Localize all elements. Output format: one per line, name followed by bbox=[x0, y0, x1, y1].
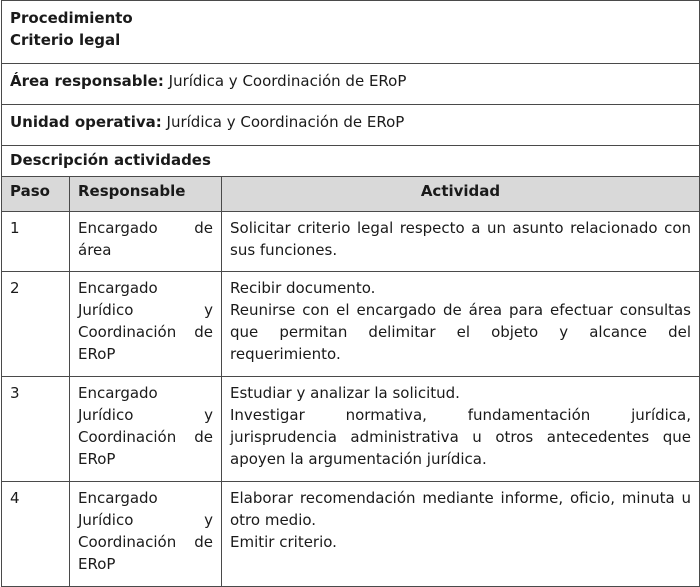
responsible-cell: Encargado de área bbox=[70, 212, 222, 272]
column-header-actividad: Actividad bbox=[222, 177, 700, 212]
procedure-title-row bbox=[2, 1, 700, 64]
table-row bbox=[2, 272, 700, 377]
activity-line: Solicitar criterio legal respecto a un asunto relacionado con sus funciones. bbox=[230, 219, 692, 259]
unit-value: Jurídica y Coordinación de ERoP bbox=[166, 113, 405, 131]
activity-cell bbox=[222, 482, 700, 587]
description-label: Descripción actividades bbox=[2, 146, 700, 177]
activity-cell bbox=[222, 212, 700, 272]
table-row bbox=[2, 377, 700, 482]
column-header-responsable: Responsable bbox=[70, 177, 222, 212]
table-row bbox=[2, 212, 700, 272]
activity-line: Estudiar y analizar la solicitud. bbox=[230, 384, 460, 402]
activity-line: Elaborar recomendación mediante informe, oficio, minuta u otro medio. bbox=[230, 489, 692, 529]
activity-line: Recibir documento. bbox=[230, 279, 376, 297]
step-number: 4 bbox=[2, 482, 70, 587]
activity-line: Reunirse con el encargado de área para efectuar consultas que permitan delimitar el objeto y alcance del requerimiento. bbox=[230, 301, 692, 363]
procedure-label: Procedimiento bbox=[10, 9, 133, 27]
unit-row bbox=[2, 105, 700, 146]
procedure-table bbox=[1, 0, 700, 587]
column-header-paso: Paso bbox=[2, 177, 70, 212]
procedure-name: Criterio legal bbox=[10, 31, 121, 49]
table-row bbox=[2, 482, 700, 587]
description-row bbox=[2, 146, 700, 177]
responsible-cell: Encargado Jurídico y Coordinación de ERoP bbox=[70, 482, 222, 587]
activity-cell bbox=[222, 377, 700, 482]
step-number: 3 bbox=[2, 377, 70, 482]
area-row bbox=[2, 64, 700, 105]
activity-line: Investigar normativa, fundamentación jurídica, jurisprudencia administrativa u otros antecedentes que apoyen la argumentación jurídica. bbox=[230, 406, 692, 468]
responsible-cell: Encargado Jurídico y Coordinación de ERoP bbox=[70, 272, 222, 377]
unit-label: Unidad operativa: bbox=[10, 113, 162, 131]
area-label: Área responsable: bbox=[10, 72, 164, 90]
step-number: 2 bbox=[2, 272, 70, 377]
activity-line: Emitir criterio. bbox=[230, 533, 337, 551]
column-header-row bbox=[2, 177, 700, 212]
step-number: 1 bbox=[2, 212, 70, 272]
responsible-cell: Encargado Jurídico y Coordinación de ERoP bbox=[70, 377, 222, 482]
area-value: Jurídica y Coordinación de ERoP bbox=[168, 72, 407, 90]
activity-cell bbox=[222, 272, 700, 377]
